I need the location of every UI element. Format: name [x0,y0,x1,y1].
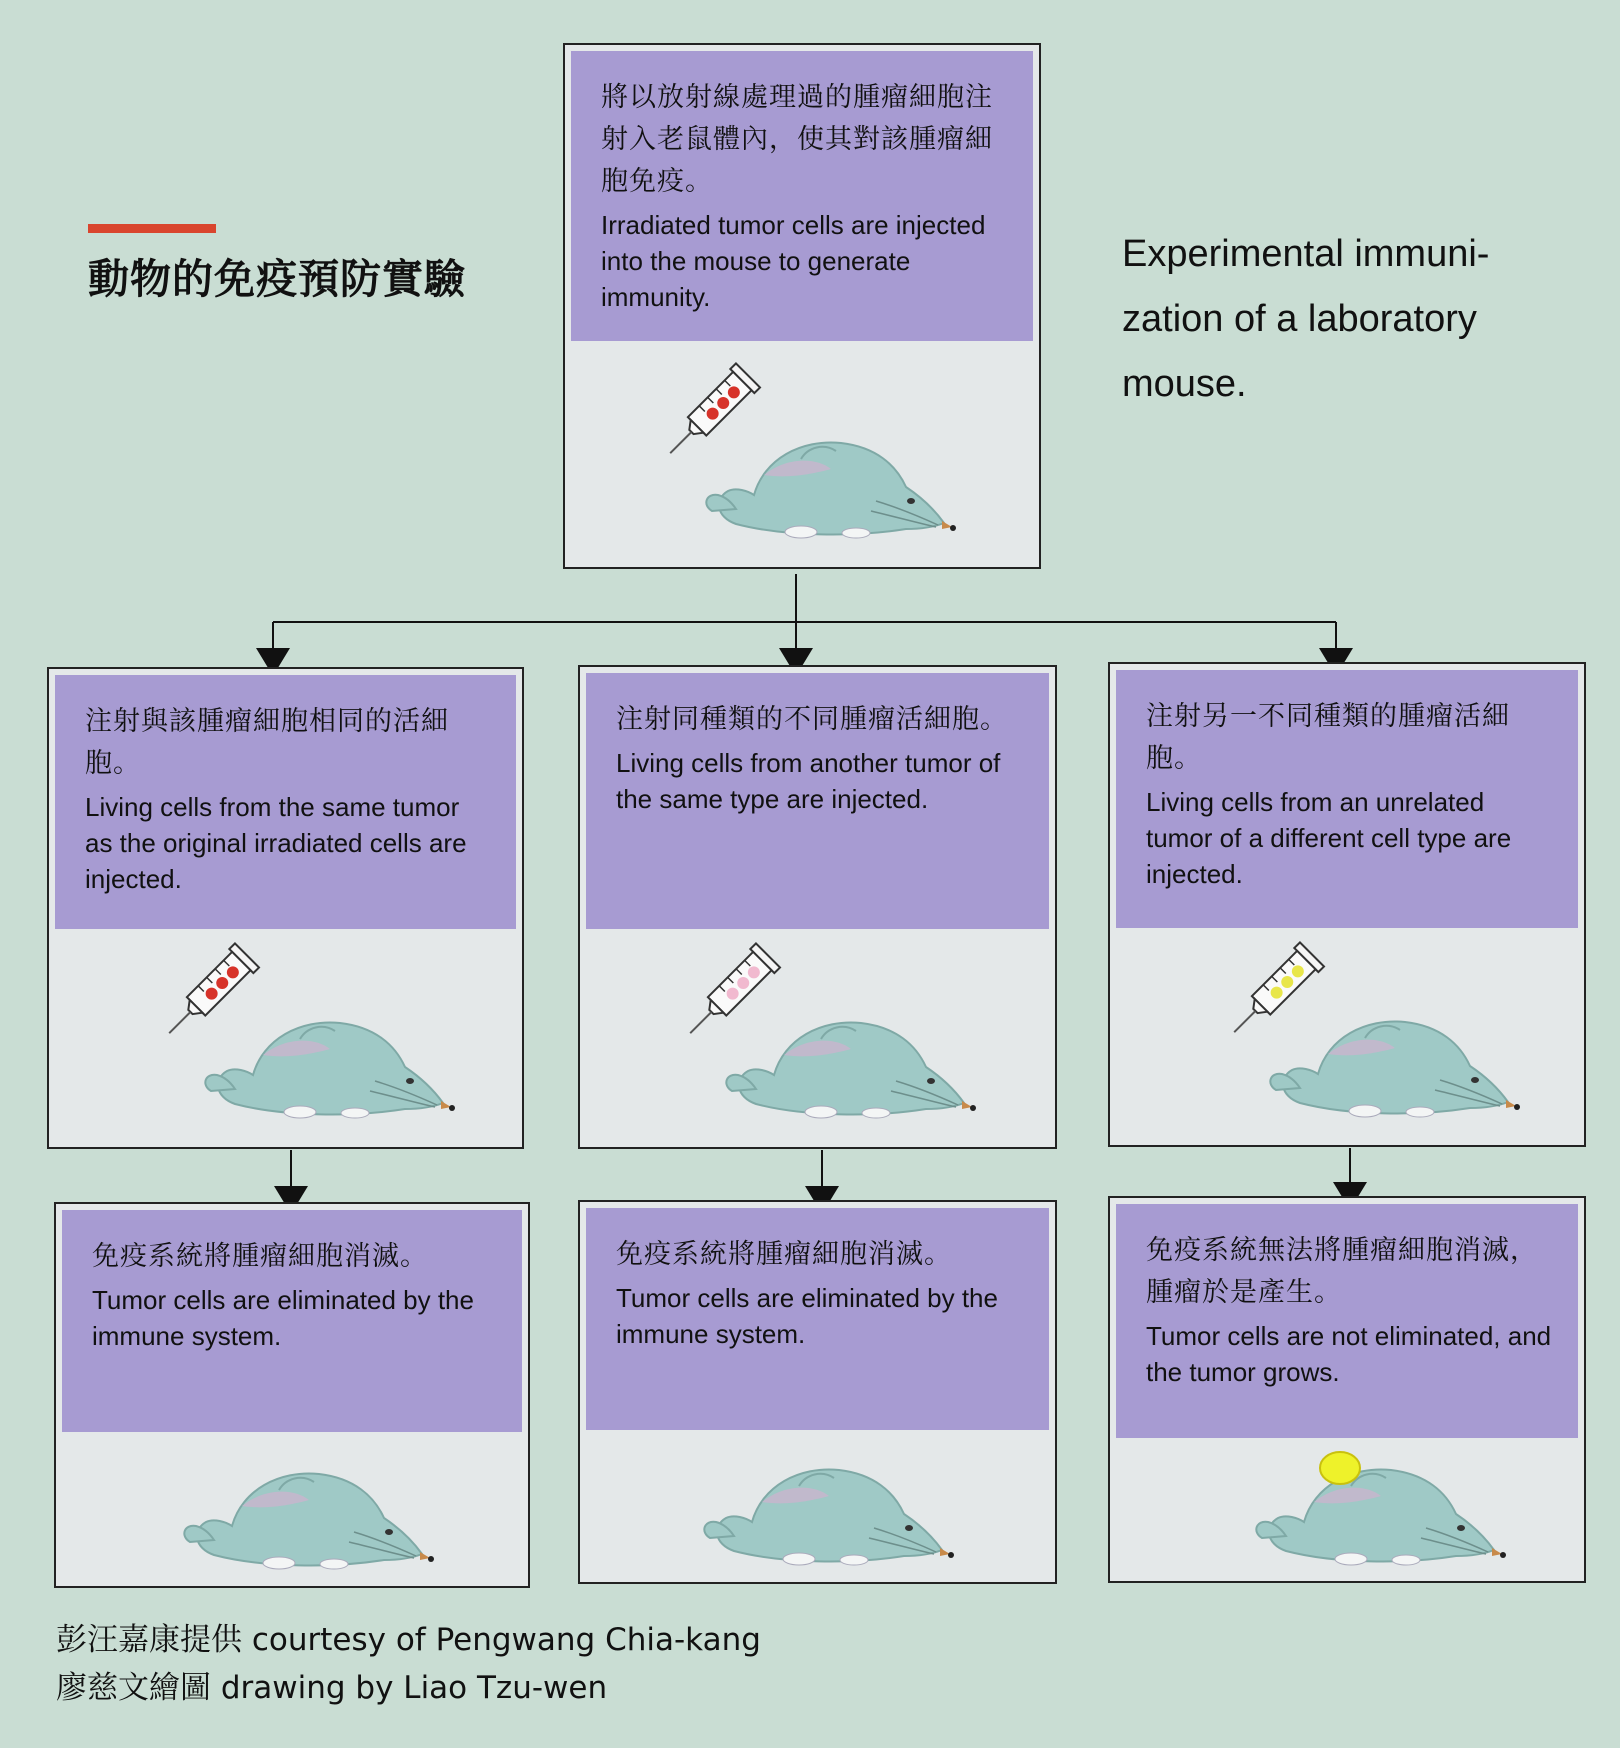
box-text-panel [62,1210,522,1432]
box-text-panel [586,673,1049,929]
box-text-chinese: 注射與該腫瘤細胞相同的活細胞。 [85,706,449,779]
title-english-line-1: Experimental immuni- [1122,233,1490,275]
box-outcome-tumor-grows [1108,1196,1586,1583]
box-illustration [1116,928,1578,1139]
box-text-english: Living cells from an unrelated tumor of a different cell type are injected. [1146,787,1512,889]
box-injection-same-tumor [47,667,524,1149]
box-text-english: Living cells from the same tumor as the original irradiated cells are injected. [85,792,467,894]
syringe-yellow-cells-and-mouse-icon [1116,928,1580,1141]
box-text-english: Tumor cells are not eliminated, and the tumor grows. [1146,1321,1552,1387]
title-accent-bar [88,224,216,233]
box-illustration [586,1430,1049,1576]
box-text-chinese: 將以放射線處理過的腫瘤細胞注射入老鼠體內，使其對該腫瘤細胞免疫。 [601,82,993,197]
credit-drawing: 廖慈文繪圖 drawing by Liao Tzu-wen [56,1670,608,1706]
mouse-icon [62,1432,524,1582]
box-text-chinese: 注射另一不同種類的腫瘤活細胞。 [1146,701,1510,774]
title-chinese: 動物的免疫預防實驗 [88,255,466,303]
box-text-panel [1116,1204,1578,1438]
syringe-and-mouse-icon [571,341,1035,563]
syringe-red-cells-and-mouse-icon [55,929,518,1143]
mouse-icon [586,1430,1051,1578]
box-text-panel [1116,670,1578,928]
box-illustration [586,929,1049,1141]
syringe-pink-cells-and-mouse-icon [586,929,1051,1143]
box-illustration [571,341,1033,561]
box-text-chinese: 注射同種類的不同腫瘤活細胞。 [616,704,1008,735]
box-text-chinese: 免疫系統將腫瘤細胞消滅。 [92,1241,428,1272]
box-illustration [62,1432,522,1580]
mouse-with-tumor-icon [1116,1438,1580,1577]
box-text-panel [571,51,1033,341]
box-text-chinese: 免疫系統無法將腫瘤細胞消滅，腫瘤於是產生。 [1146,1235,1538,1308]
title-english-line-2: zation of a laboratory [1122,298,1477,340]
box-text-english: Living cells from another tumor of the same type are injected. [616,748,1001,814]
title-english [1122,222,1562,417]
box-illustration [1116,1438,1578,1575]
tumor-mass-icon [1320,1452,1360,1484]
title-english-line-3: mouse. [1122,363,1247,405]
box-injection-same-type [578,665,1057,1149]
box-outcome-eliminated-2 [578,1200,1057,1584]
credits [56,1616,761,1712]
box-injection-different-type [1108,662,1586,1147]
box-outcome-eliminated-1 [54,1202,530,1588]
credit-courtesy: 彭汪嘉康提供 courtesy of Pengwang Chia-kang [56,1622,761,1658]
box-illustration [55,929,516,1141]
box-text-chinese: 免疫系統將腫瘤細胞消滅。 [616,1239,952,1270]
box-text-english: Irradiated tumor cells are injected into the mouse to generate immunity. [601,210,986,312]
box-irradiated-injection [563,43,1041,569]
box-text-panel [55,675,516,929]
box-text-panel [586,1208,1049,1430]
box-text-english: Tumor cells are eliminated by the immune system. [92,1285,474,1351]
box-text-english: Tumor cells are eliminated by the immune system. [616,1283,998,1349]
